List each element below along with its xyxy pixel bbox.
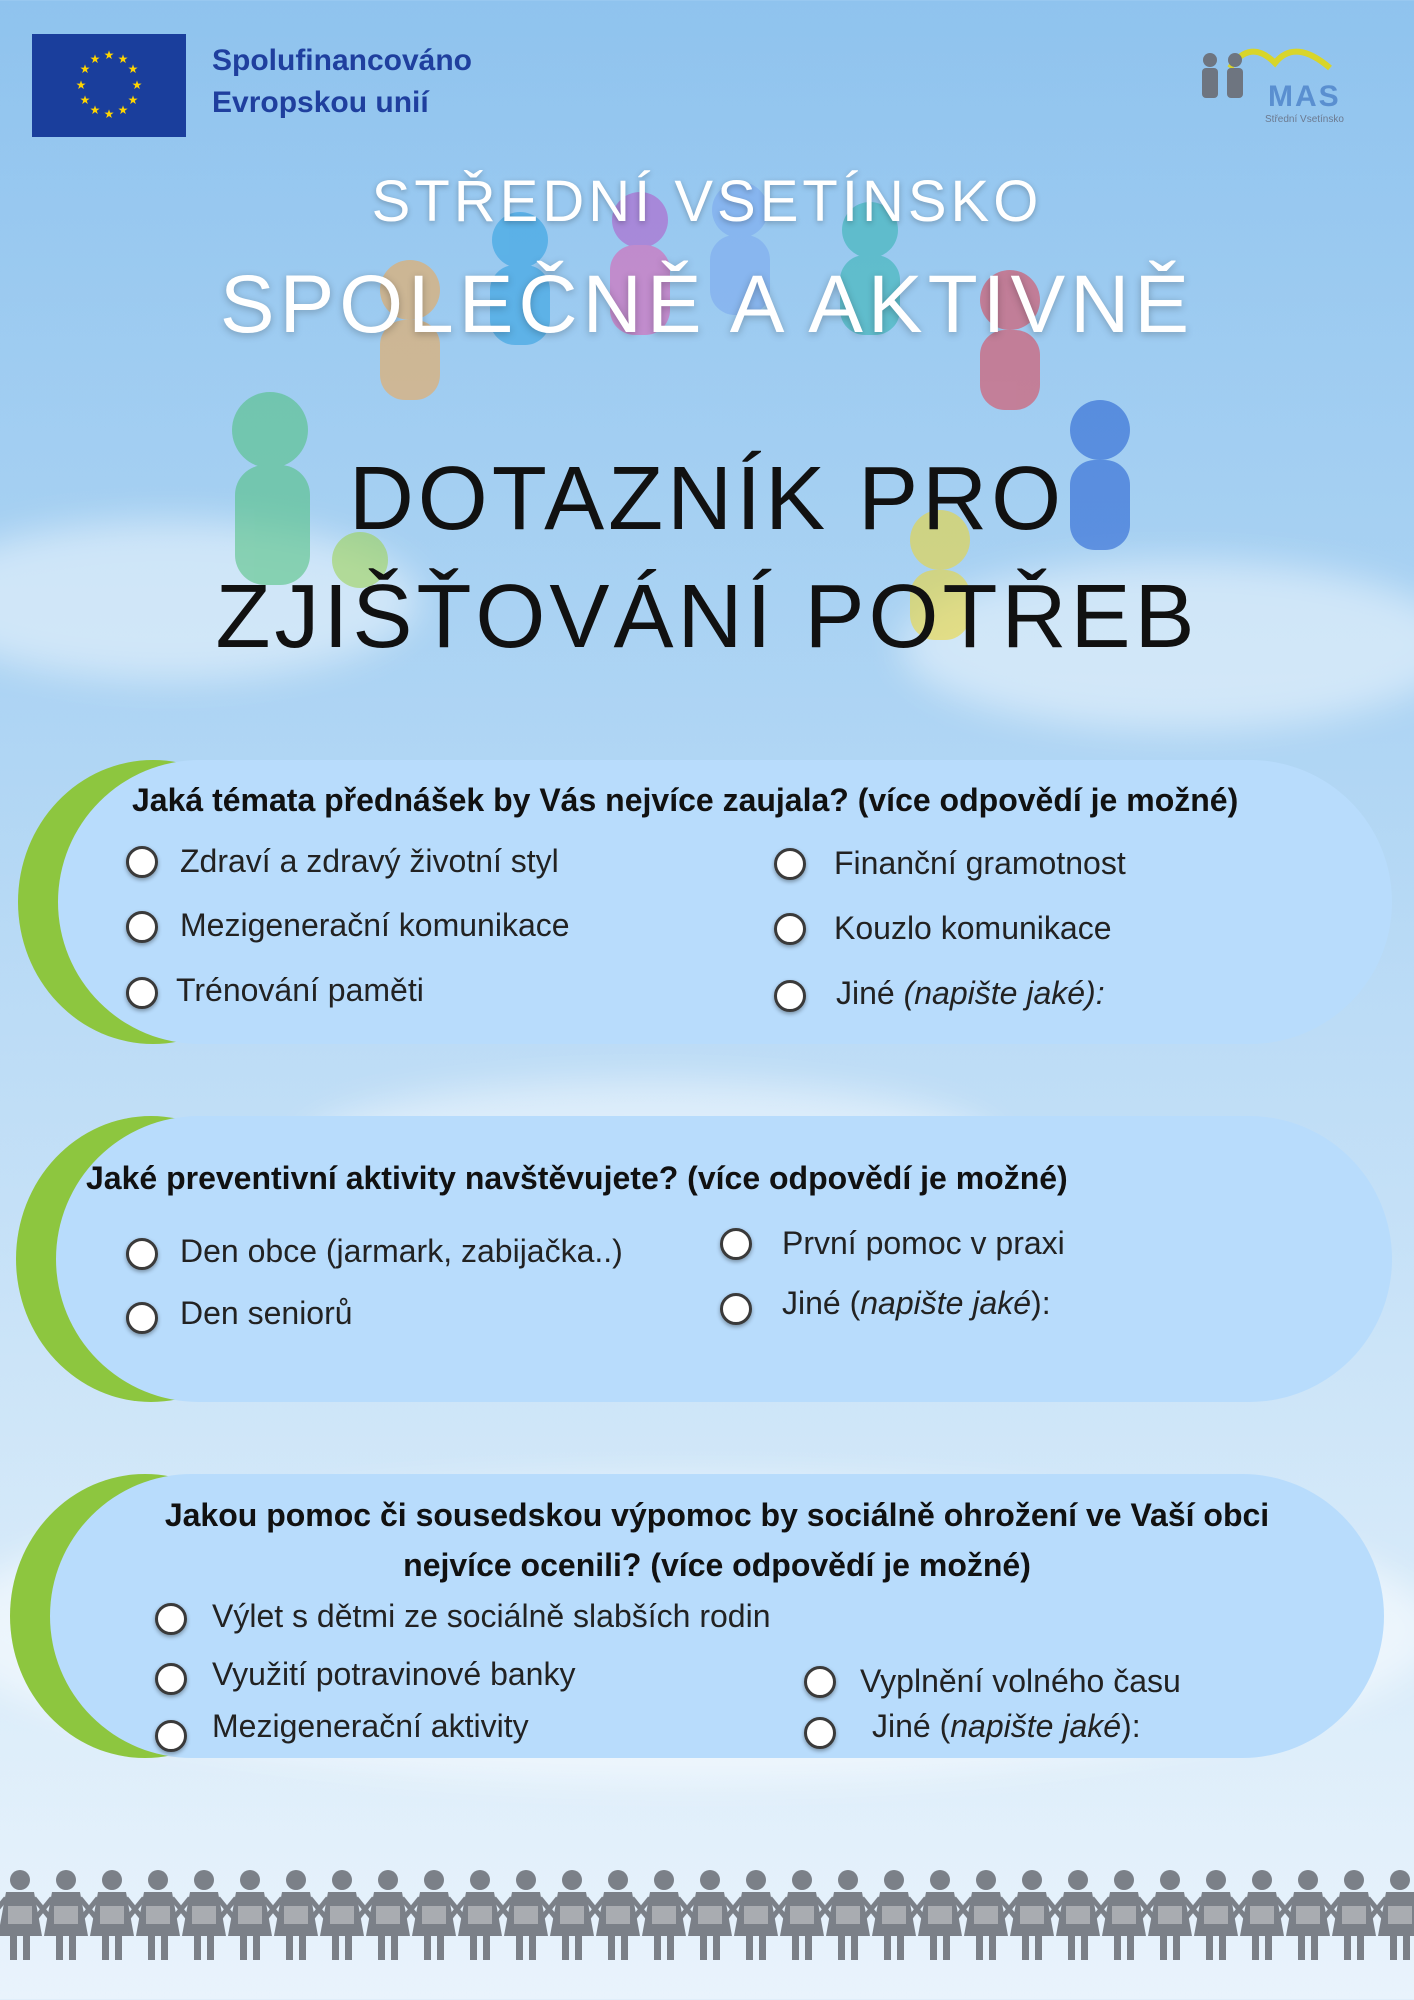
eu-cofinance-text xyxy=(212,40,472,124)
section-3-question-line-1: Jakou pomoc či sousedskou výpomoc by sociálně ohrožení ve Vaší obci xyxy=(164,1497,1270,1533)
other-label: Jiné ( xyxy=(782,1285,861,1321)
other-hint: napište jaké xyxy=(950,1708,1122,1744)
radio-icon[interactable] xyxy=(126,911,158,943)
page-title xyxy=(0,440,1414,676)
option-label: Den seniorů xyxy=(180,1295,353,1331)
svg-text:★: ★ xyxy=(103,107,115,121)
folk-figure-icon xyxy=(0,1870,50,1960)
option-label: Využití potravinové banky xyxy=(212,1656,576,1692)
svg-text:★: ★ xyxy=(117,52,129,66)
other-label: Jiné xyxy=(836,975,904,1011)
radio-icon[interactable] xyxy=(155,1603,187,1635)
subtitle-region: STŘEDNÍ VSETÍNSKO xyxy=(371,169,1043,234)
svg-text:★: ★ xyxy=(79,93,91,107)
option-other xyxy=(836,975,1105,1012)
radio-icon[interactable] xyxy=(720,1293,752,1325)
other-hint: (napište jaké): xyxy=(903,975,1105,1011)
option-label: Kouzlo komunikace xyxy=(834,910,1112,946)
option-label: Výlet s dětmi ze sociálně slabších rodin xyxy=(212,1598,771,1634)
option-label: Trénování paměti xyxy=(176,972,424,1008)
option-label: Mezigenerační komunikace xyxy=(180,907,570,943)
option-label: První pomoc v praxi xyxy=(782,1225,1065,1261)
radio-icon[interactable] xyxy=(774,848,806,880)
svg-text:★: ★ xyxy=(131,78,143,92)
other-tail: ): xyxy=(1031,1285,1051,1321)
other-hint: napište jaké xyxy=(860,1285,1032,1321)
radio-icon[interactable] xyxy=(126,846,158,878)
radio-icon[interactable] xyxy=(774,980,806,1012)
option-label: Den obce (jarmark, zabijačka..) xyxy=(180,1233,623,1269)
other-tail: ): xyxy=(1121,1708,1141,1744)
option-label: Finanční gramotnost xyxy=(834,845,1126,881)
page-title-line-2: ZJIŠŤOVÁNÍ POTŘEB xyxy=(215,567,1199,667)
radio-icon[interactable] xyxy=(126,1302,158,1334)
radio-icon[interactable] xyxy=(804,1717,836,1749)
section-3-question xyxy=(50,1490,1384,1590)
svg-text:★: ★ xyxy=(117,103,129,117)
svg-text:★: ★ xyxy=(103,48,115,62)
radio-icon[interactable] xyxy=(720,1228,752,1260)
svg-text:★: ★ xyxy=(127,93,139,107)
section-1-question: Jaká témata přednášek by Vás nejvíce zaujala? (více odpovědí je možné) xyxy=(132,782,1239,818)
option-label: Zdraví a zdravý životní styl xyxy=(180,843,559,879)
radio-icon[interactable] xyxy=(126,977,158,1009)
option-other xyxy=(872,1708,1141,1745)
svg-text:★: ★ xyxy=(79,62,91,76)
option-label: Mezigenerační aktivity xyxy=(212,1708,529,1744)
subtitle-slogan: SPOLEČNĚ A AKTIVNĚ xyxy=(219,259,1195,350)
svg-text:★: ★ xyxy=(89,52,101,66)
eu-line-2: Evropskou unií xyxy=(212,86,429,119)
radio-icon[interactable] xyxy=(155,1663,187,1695)
svg-text:★: ★ xyxy=(127,62,139,76)
radio-icon[interactable] xyxy=(126,1238,158,1270)
mas-subtitle: Střední Vsetínsko xyxy=(1265,114,1344,125)
mas-name: MAS xyxy=(1268,80,1341,113)
section-3-question-line-2: nejvíce ocenili? (více odpovědí je možné) xyxy=(403,1547,1031,1583)
svg-text:★: ★ xyxy=(89,103,101,117)
folk-figures-border xyxy=(0,1860,1414,1970)
page-title-line-1: DOTAZNÍK PRO xyxy=(348,449,1066,549)
radio-icon[interactable] xyxy=(155,1720,187,1752)
option-label: Vyplnění volného času xyxy=(860,1663,1181,1699)
option-other xyxy=(782,1285,1051,1322)
other-label: Jiné ( xyxy=(872,1708,951,1744)
folk-figure-icon xyxy=(1370,1870,1414,1960)
radio-icon[interactable] xyxy=(774,913,806,945)
eu-line-1: Spolufinancováno xyxy=(212,44,473,77)
section-2-question: Jaké preventivní aktivity navštěvujete? (více odpovědí je možné) xyxy=(86,1160,1068,1196)
radio-icon[interactable] xyxy=(804,1666,836,1698)
eu-flag-icon xyxy=(32,34,186,137)
svg-text:★: ★ xyxy=(75,78,87,92)
